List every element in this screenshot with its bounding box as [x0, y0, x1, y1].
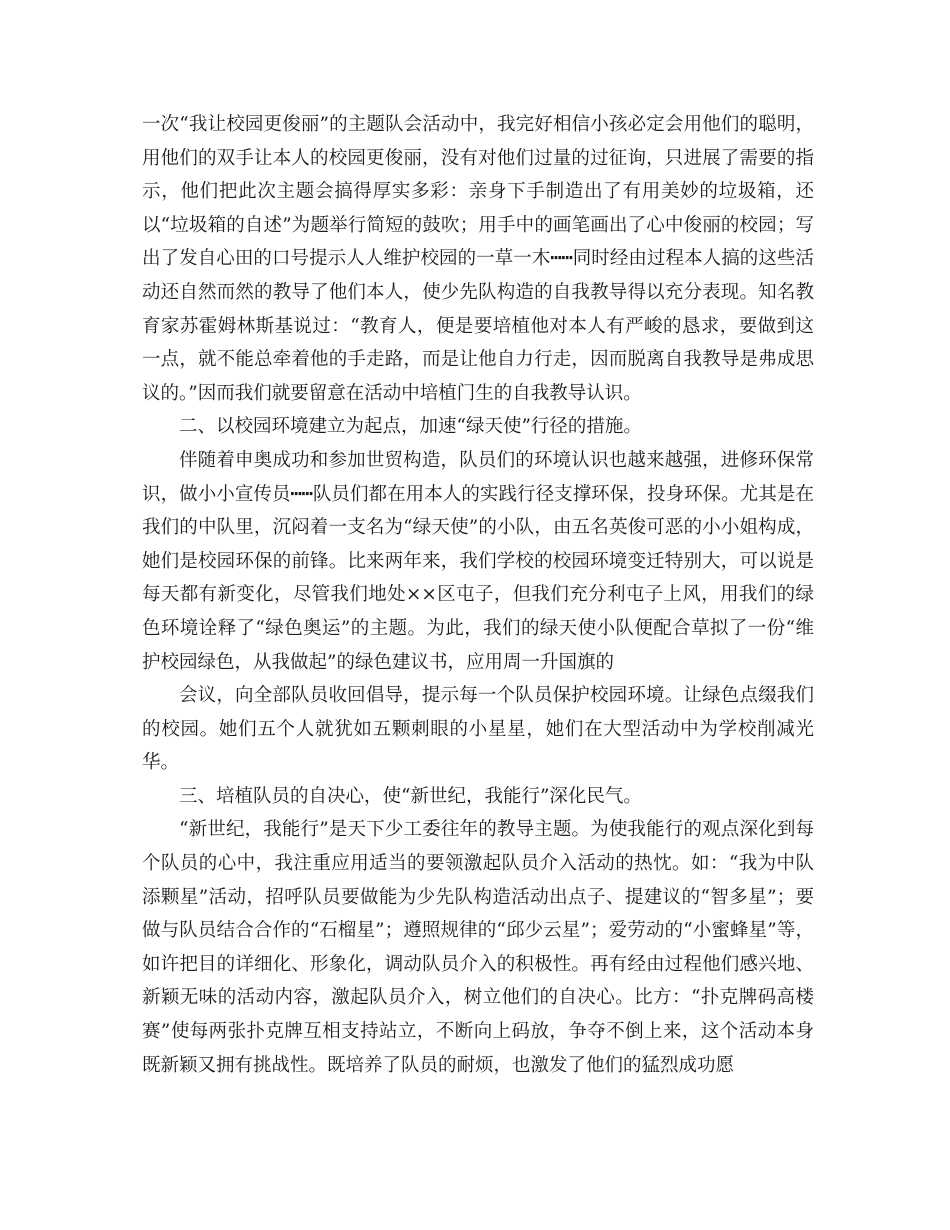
paragraph-6: “新世纪，我能行”是天下少工委往年的教导主题。为使我能行的观点深化到每个队员的心中，我注重应用适当的要领激起队员介入活动的热忱。如：“我为中队添颗星”活动，招呼队员要做能为少先队构造活动出点子、提建议的“智多星”；要做与队员结合合作的“石榴星”；遵照规律的“邱少云星”；爱劳动的“小蜜蜂星”等，如许把目的详细化、形象化，调动队员介入的积极性。再有经由过程他们感兴地、新颖无味的活动内容，激起队员介入，树立他们的自决心。比方：“扑克牌码高楼赛”使每两张扑克牌互相支持站立，不断向上码放，争夺不倒上来，这个活动本身既新颖又拥有挑战性。既培养了队员的耐烦，也激发了他们的猛烈成功愿 [142, 819, 814, 1076]
paragraph-4: 会议，向全部队员收回倡导，提示每一个队员保护校园环境。让绿色点缀我们的校园。她们五个人就犹如五颗刺眼的小星星，她们在大型活动中为学校削减光华。 [142, 685, 814, 774]
paragraph-3: 伴随着申奥成功和参加世贸构造，队员们的环境认识也越来越强，进修环保常识，做小小宣传员┅┅队员们都在用本人的实践行径支撑环保，投身环保。尤其是在我们的中队里，沉闷着一支名为“绿天使”的小队，由五名英俊可恶的小小姐构成，她们是校园环保的前锋。比来两年来，我们学校的校园环境变迁特别大，可以说是每天都有新变化，尽管我们地处××区屯子，但我们充分利屯子上风，用我们的绿色环境诠释了“绿色奥运”的主题。为此，我们的绿天使小队便配合草拟了一份“维护校园绿色，从我做起”的绿色建议书，应用周一升国旗的 [142, 449, 814, 673]
paragraph-5-heading: 三、培植队员的自决心，使“新世纪，我能行”深化民气。 [179, 785, 642, 807]
document-body [142, 108, 814, 1082]
paragraph-2-heading: 二、以校园环境建立为起点，加速“绿天使”行径的措施。 [179, 416, 642, 438]
paragraph-1: 一次“我让校园更俊丽”的主题队会活动中，我完好相信小孩必定会用他们的聪明，用他们的双手让本人的校园更俊丽，没有对他们过量的过征询，只进展了需要的指示，他们把此次主题会搞得厚实多彩：亲身下手制造出了有用美妙的垃圾箱，还以“垃圾箱的自述”为题举行简短的鼓吹；用手中的画笔画出了心中俊丽的校园；写出了发自心田的口号提示人人维护校园的一草一木┅┅同时经由过程本人搞的这些活动还自然而然的教导了他们本人，使少先队构造的自我教导得以充分表现。知名教育家苏霍姆林斯基说过：“教育人，便是要培植他对本人有严峻的恳求，要做到这一点，就不能总牵着他的手走路，而是让他自力行走，因而脱离自我教导是弗成思议的。”因而我们就要留意在活动中培植门生的自我教导认识。 [142, 114, 814, 404]
